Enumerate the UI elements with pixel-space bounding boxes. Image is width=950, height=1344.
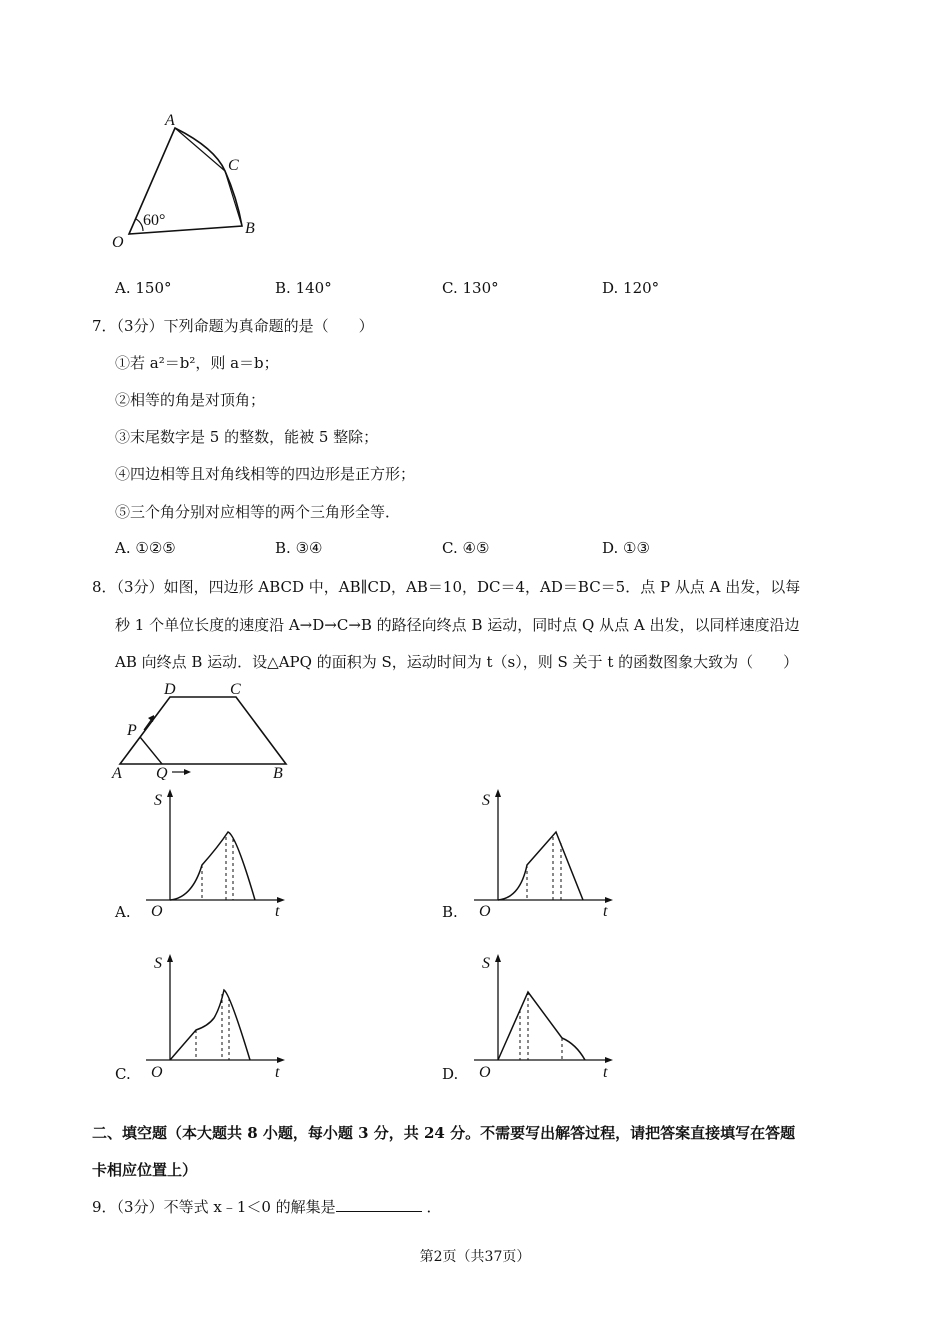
sector-figure xyxy=(105,108,275,253)
q7-item-1: ①若 a²＝b²，则 a＝b； xyxy=(115,354,279,372)
section-2-heading-line-2: 卡相应位置上） xyxy=(92,1161,198,1179)
origin-label: O xyxy=(151,1064,163,1081)
q8-stem-line-1: 8．（3分）如图，四边形 ABCD 中，AB∥CD，AB＝10，DC＝4，AD＝BC＝5．点 P 从点 A 出发，以每 xyxy=(92,578,801,596)
point-O-label: O xyxy=(112,234,124,251)
q7-stem: 7．（3分）下列命题为真命题的是（ ） xyxy=(92,317,374,335)
angle-label: 60° xyxy=(143,212,166,229)
q9-answer-blank[interactable] xyxy=(336,1197,422,1212)
point-A-label: A xyxy=(165,112,175,129)
graph-option-b[interactable] xyxy=(468,785,618,925)
q8-stem-line-2: 秒 1 个单位长度的速度沿 A→D→C→B 的路径向终点 B 运动，同时点 Q 从点 A 出发，以同样速度沿边 xyxy=(115,616,800,634)
q6-option-a[interactable]: A. 150° xyxy=(115,279,172,297)
graph-option-c[interactable] xyxy=(140,950,290,1090)
point-Q-label: Q xyxy=(156,765,168,780)
q7-item-2: ②相等的角是对顶角； xyxy=(115,391,266,409)
origin-label: O xyxy=(151,903,163,920)
point-D-label: D xyxy=(164,681,176,698)
q7-item-4: ④四边相等且对角线相等的四边形是正方形； xyxy=(115,465,416,483)
q9-text: 9．（3分）不等式 x﹣1＜0 的解集是 xyxy=(92,1198,336,1216)
point-B-label: B xyxy=(245,220,255,237)
q6-option-c[interactable]: C. 130° xyxy=(442,279,499,297)
q7-option-a[interactable]: A. ①②⑤ xyxy=(115,539,176,557)
point-C-label: C xyxy=(230,681,241,698)
point-P-label: P xyxy=(127,722,137,739)
q8-stem-line-3: AB 向终点 B 运动．设△APQ 的面积为 S，运动时间为 t（s），则 S 关于 t 的函数图象大致为（ ） xyxy=(115,653,799,671)
x-axis-label: t xyxy=(603,903,608,920)
graph-option-d[interactable] xyxy=(468,950,618,1090)
section-2-heading-line-1: 二、填空题（本大题共 8 小题，每小题 3 分，共 24 分。不需要写出解答过程，请把答案直接填写在答题 xyxy=(92,1124,796,1142)
x-axis-label: t xyxy=(275,903,280,920)
q8-option-d[interactable]: D. xyxy=(442,1065,459,1083)
trapezoid-figure xyxy=(110,680,295,780)
x-axis-label: t xyxy=(603,1064,608,1081)
graph-option-a[interactable] xyxy=(140,785,290,925)
q8-option-a[interactable]: A. xyxy=(115,903,131,921)
page-footer: 第2页（共37页） xyxy=(419,1249,531,1265)
origin-label: O xyxy=(479,903,491,920)
q7-item-3: ③末尾数字是 5 的整数，能被 5 整除； xyxy=(115,428,379,446)
q6-option-d[interactable]: D. 120° xyxy=(602,279,660,297)
q7-option-b[interactable]: B. ③④ xyxy=(275,539,323,557)
y-axis-label: S xyxy=(482,792,490,809)
q8-option-b[interactable]: B. xyxy=(442,903,458,921)
x-axis-label: t xyxy=(275,1064,280,1081)
q7-item-5: ⑤三个角分别对应相等的两个三角形全等． xyxy=(115,503,401,521)
y-axis-label: S xyxy=(154,792,162,809)
q7-option-d[interactable]: D. ①③ xyxy=(602,539,650,557)
q9-end: ． xyxy=(426,1198,442,1216)
q8-option-c[interactable]: C. xyxy=(115,1065,131,1083)
q7-option-c[interactable]: C. ④⑤ xyxy=(442,539,490,557)
origin-label: O xyxy=(479,1064,491,1081)
y-axis-label: S xyxy=(154,955,162,972)
y-axis-label: S xyxy=(482,955,490,972)
point-B-label: B xyxy=(273,765,283,780)
point-A-label: A xyxy=(112,765,122,780)
q9-question xyxy=(92,1196,441,1217)
point-C-label: C xyxy=(228,157,239,174)
q6-option-b[interactable]: B. 140° xyxy=(275,279,332,297)
